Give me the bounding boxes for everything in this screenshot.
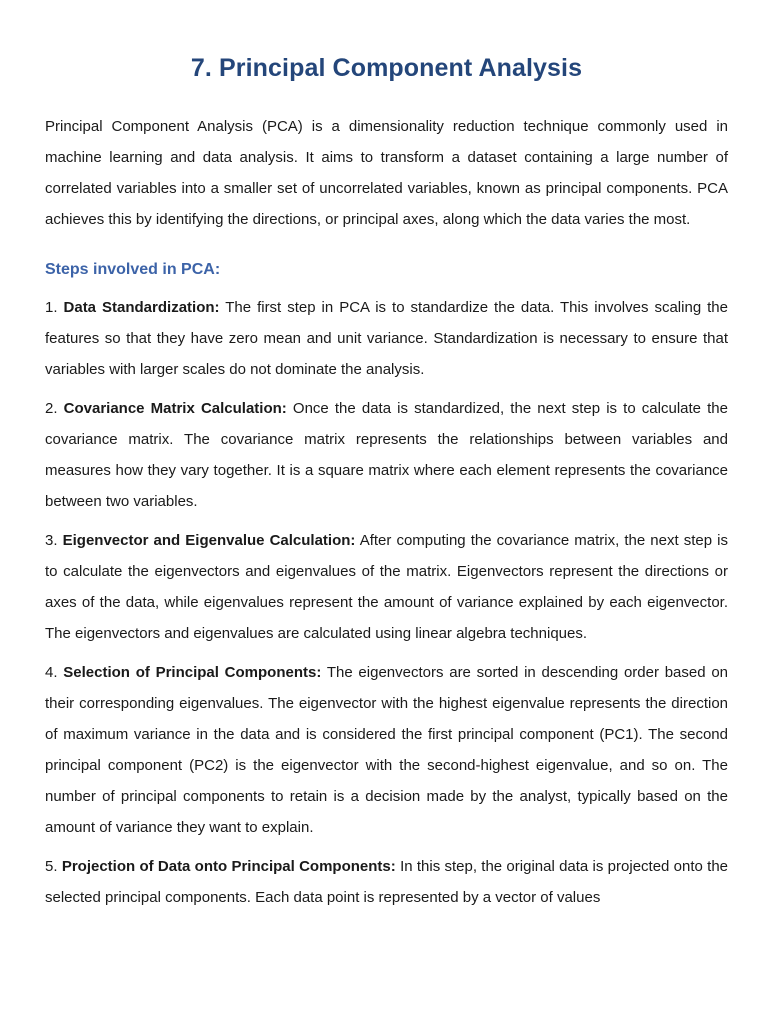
step-text: The eigenvectors are sorted in descending order based on their corresponding eigenvalues. The eigenvector with the highest eigenvalue represents the direction of maximum variance in the data and is considered the first principal component (PC1). The second principal component (PC2) is the eigenvector with the second-highest eigenvalue, and so on. The number of principal components to retain is a decision made by the analyst, typically based on the amount of variance they want to explain. [45, 664, 729, 836]
intro-paragraph: Principal Component Analysis (PCA) is a dimensionality reduction technique commonly used in machine learning and data analysis. It aims to transform a dataset containing a large number of correlated variables into a smaller set of uncorrelated variables, known as principal components. PCA achieves this by identifying the directions, or principal axes, along which the data varies the most. [45, 118, 728, 228]
step-number: 2. [45, 400, 58, 417]
step-1-paragraph [45, 292, 728, 385]
page-title: 7. Principal Component Analysis [190, 54, 583, 82]
step-term: Covariance Matrix Calculation: [63, 400, 287, 417]
step-text: In this step, the original data is projected onto the selected principal components. Each data point is represented by a vector of values [45, 858, 729, 906]
step-term: Selection of Principal Components: [63, 664, 322, 681]
step-number: 3. [45, 532, 58, 549]
step-3-paragraph [45, 525, 728, 649]
step-number: 5. [45, 858, 58, 875]
step-2-paragraph [45, 393, 728, 517]
step-5-paragraph [45, 851, 728, 913]
step-text: Once the data is standardized, the next step is to calculate the covariance matrix. The covariance matrix represents the relationships between variables and measures how they vary together. It is a square matrix where each element represents the covariance between two variables. [45, 400, 728, 510]
step-4-paragraph [45, 657, 728, 843]
step-term: Data Standardization: [63, 299, 220, 316]
steps-heading: Steps involved in PCA: [45, 261, 221, 278]
step-number: 1. [45, 299, 58, 316]
step-term: Eigenvector and Eigenvalue Calculation: [62, 532, 356, 549]
step-text: After computing the covariance matrix, the next step is to calculate the eigenvectors and eigenvalues of the matrix. Eigenvectors represent the directions or axes of the data, while eigenvalues represent the amount of variance explained by each eigenvector. The eigenvectors and eigenvalues are calculated using linear algebra techniques. [45, 532, 728, 642]
step-term: Projection of Data onto Principal Components: [61, 858, 396, 875]
step-text: The first step in PCA is to standardize the data. This involves scaling the features so that they have zero mean and unit variance. Standardization is necessary to ensure that variables with larger scales do not dominate the analysis. [45, 299, 728, 378]
step-number: 4. [45, 664, 58, 681]
